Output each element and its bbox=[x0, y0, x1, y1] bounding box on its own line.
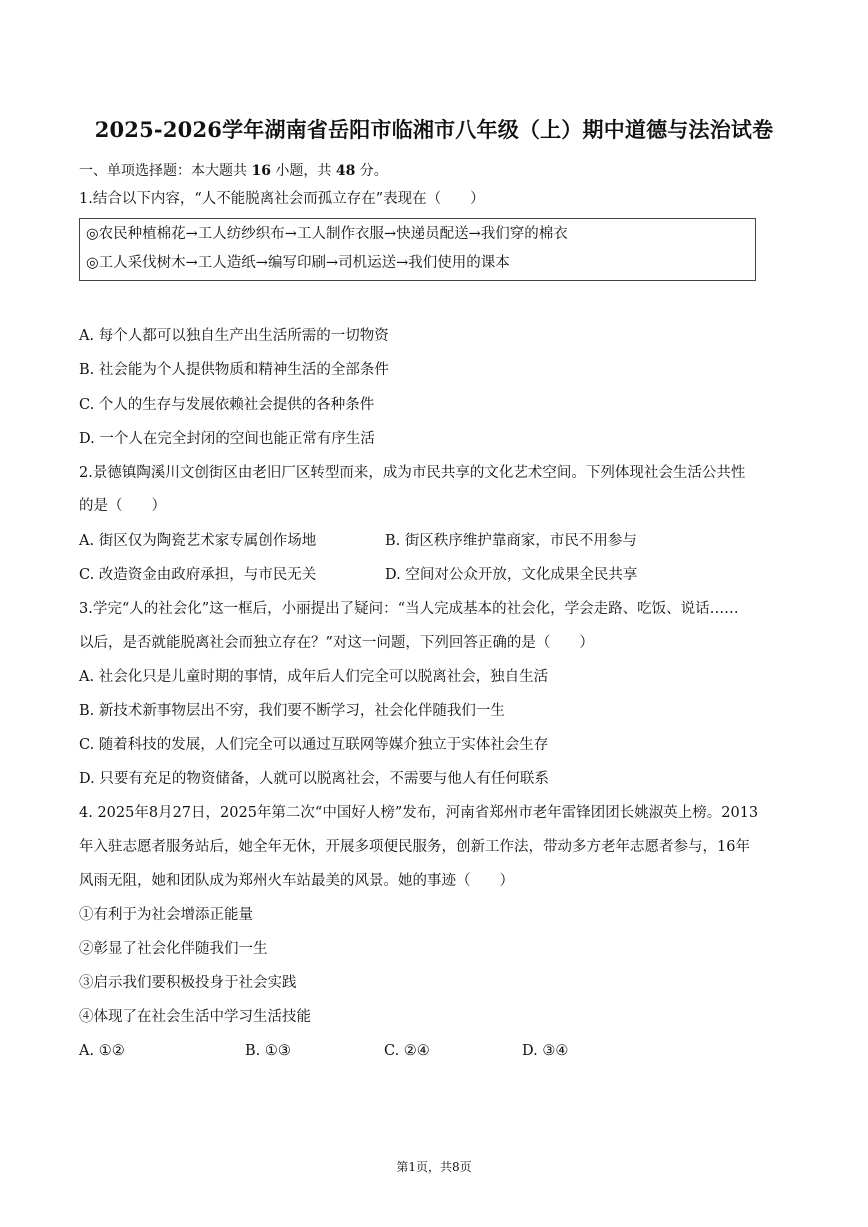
q3-option-b[interactable]: B. 新技术新事物层出不穷，我们要不断学习，社会化伴随我们一生 bbox=[79, 703, 505, 719]
q3-stem-line-1: 3.学完“人的社会化”这一框后，小丽提出了疑问：“当人完成基本的社会化，学会走路、吃饭、说话…… bbox=[79, 601, 739, 617]
q4-option-a[interactable]: A. ①② bbox=[79, 1043, 125, 1059]
q1-option-d[interactable]: D. 一个人在完全封闭的空间也能正常有序生活 bbox=[79, 431, 375, 447]
section-prefix: 一、单项选择题：本大题共 bbox=[79, 163, 247, 179]
q1-option-c[interactable]: C. 个人的生存与发展依赖社会提供的各种条件 bbox=[79, 397, 375, 413]
section-middle: 小题，共 bbox=[275, 163, 332, 179]
q3-option-a[interactable]: A. 社会化只是儿童时期的事情，成年后人们完全可以脱离社会，独自生活 bbox=[79, 669, 549, 685]
q2-stem-line-1: 2.景德镇陶溪川文创街区由老旧厂区转型而来，成为市民共享的文化艺术空间。下列体现社会生活公共性 bbox=[79, 465, 746, 481]
q4-statement-2: ②彰显了社会化伴随我们一生 bbox=[79, 941, 268, 957]
section-score: 48 bbox=[335, 163, 356, 179]
q4-statement-4: ④体现了在社会生活中学习生活技能 bbox=[79, 1009, 311, 1025]
section-heading bbox=[79, 160, 388, 180]
q2-option-d[interactable]: D. 空间对公众开放，文化成果全民共享 bbox=[385, 567, 638, 583]
exam-title: 2025-2026学年湖南省岳阳市临湘市八年级（上）期中道德与法治试卷 bbox=[94, 117, 774, 142]
q4-statement-1: ①有利于为社会增添正能量 bbox=[79, 907, 253, 923]
q2-stem-line-2: 的是（ ） bbox=[79, 498, 166, 514]
q2-option-c[interactable]: C. 改造资金由政府承担，与市民无关 bbox=[79, 567, 317, 583]
q1-option-b[interactable]: B. 社会能为个人提供物质和精神生活的全部条件 bbox=[79, 362, 389, 378]
q4-stem-line-2: 年入驻志愿者服务站后，她全年无休，开展多项便民服务，创新工作法，带动多方老年志愿者参与，16年 bbox=[79, 839, 750, 855]
q2-option-a[interactable]: A. 街区仅为陶瓷艺术家专属创作场地 bbox=[79, 533, 317, 549]
q1-material-box bbox=[79, 218, 756, 281]
q4-stem-line-3: 风雨无阻，她和团队成为郑州火车站最美的风景。她的事迹（ ） bbox=[79, 873, 514, 889]
q4-option-d[interactable]: D. ③④ bbox=[522, 1043, 569, 1059]
q4-option-c[interactable]: C. ②④ bbox=[384, 1043, 430, 1059]
q1-option-a[interactable]: A. 每个人都可以独自生产出生活所需的一切物资 bbox=[79, 328, 389, 344]
q4-statement-3: ③启示我们要积极投身于社会实践 bbox=[79, 975, 297, 991]
q1-stem: 1.结合以下内容，“人不能脱离社会而孤立存在”表现在（ ） bbox=[79, 191, 485, 207]
q4-option-b[interactable]: B. ①③ bbox=[245, 1043, 291, 1059]
q2-option-b[interactable]: B. 街区秩序维护靠商家，市民不用参与 bbox=[385, 533, 637, 549]
q3-stem-line-2: 以后，是否就能脱离社会而独立存在？”对这一问题，下列回答正确的是（ ） bbox=[79, 635, 594, 651]
q3-option-c[interactable]: C. 随着科技的发展，人们完全可以通过互联网等媒介独立于实体社会生存 bbox=[79, 737, 549, 753]
page-number: 第1页，共8页 bbox=[396, 1160, 472, 1174]
q1-material-line-1: ◎农民种植棉花→工人纺纱织布→工人制作衣服→快递员配送→我们穿的棉衣 bbox=[86, 226, 568, 242]
q1-material-line-2: ◎工人采伐树木→工人造纸→编写印刷→司机运送→我们使用的课本 bbox=[86, 255, 510, 271]
q4-stem-line-1: 4. 2025年8月27日，2025年第二次“中国好人榜”发布，河南省郑州市老年雷锋团团长姚淑英上榜。2013 bbox=[79, 805, 759, 821]
section-suffix: 分。 bbox=[359, 163, 388, 179]
q3-option-d[interactable]: D. 只要有充足的物资储备，人就可以脱离社会，不需要与他人有任何联系 bbox=[79, 771, 549, 787]
section-count: 16 bbox=[251, 163, 271, 179]
